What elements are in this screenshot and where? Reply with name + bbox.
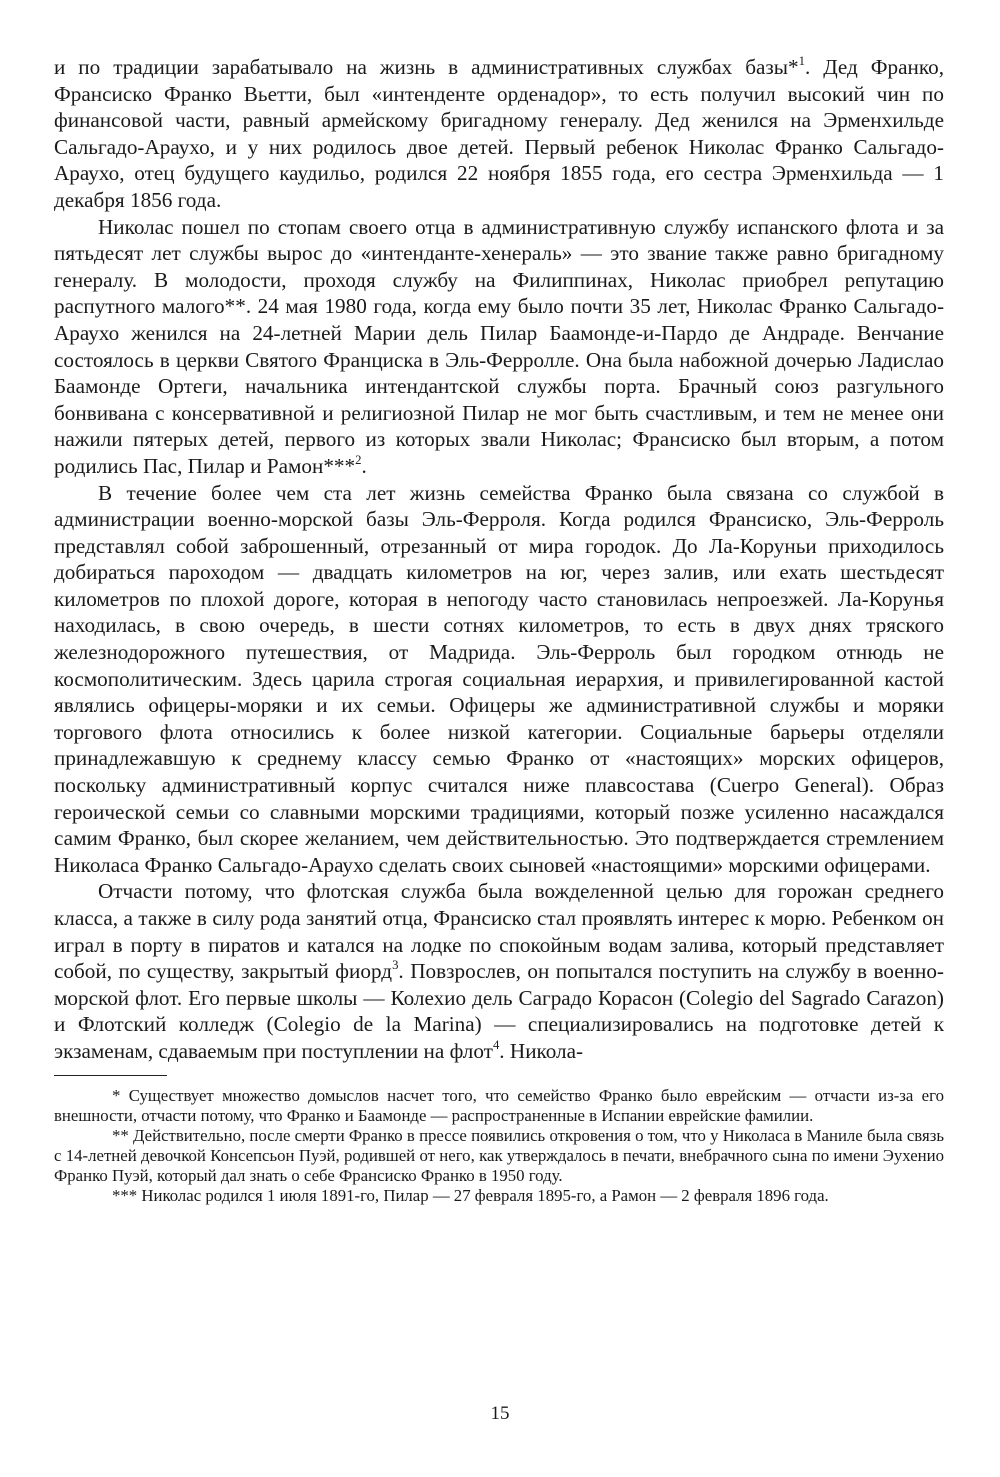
footnote: *** Николас родился 1 июля 1891-го, Пилар — 27 февраля 1895-го, а Рамон — 2 февраля 1896 года. [112, 1185, 829, 1205]
footnotes [54, 1086, 944, 1206]
paragraph [54, 878, 944, 1064]
text-run: Николас пошел по стопам своего отца в административную службу испанского флота и за пятьдесят лет службы вырос до «интенданте-хенераль» — это звание также равно бригадному генералу. В молодости, проходя службу на Филиппинах, Николас приобрел репутацию распутного малого**. 24 мая 1980 года, когда ему было почти 35 лет, Николас Франко Сальгадо-Араухо женился на 24-летней Марии дель Пилар Баамонде-и-Пардо де Андраде. Венчание состоялось в церкви Святого Франциска в Эль-Ферролле. Она была набожной дочерью Ладислао Баамонде Ортеги, начальника интендантской службы порта. Брачный союз разгульного бонвивана с консервативной и религиозной Пилар не мог быть счастливым, и тем не менее они нажили пятерых детей, первого из которых звали Николас; Франсиско был вторым, а потом родились Пас, Пилар и Рамон*** [54, 214, 944, 478]
footnote-ref: 1 [798, 54, 805, 69]
footnote-rule [54, 1075, 167, 1076]
text-run: . Повзрослев, он попытался поступить на службу в военно-морской флот. Его первые школы — Колехио дель Саградо Корасон (Colegio del Sagrado Carazon) и Флотский колледж (Colegio de la Marina) — специализировались на подготовке детей к экзаменам, сдаваемым при поступлении на флот [54, 959, 944, 1063]
footnote: ** Действительно, после смерти Франко в прессе появились откровения о том, что у Николаса в Маниле была связь с 14-летней девочкой Консепсьон Пуэй, родившей от него, как утверждалось в печати, внебрачного сына по имени Эухенио Франко Пуэй, который дал знать о себе Франсиско Франко в 1950 году. [54, 1125, 944, 1185]
text-run: В течение более чем ста лет жизнь семейства Франко была связана со службой в администрации военно-морской базы Эль-Ферроля. Когда родился Франсиско, Эль-Ферроль представлял собой заброшенный, отрезанный от мира городок. До Ла-Коруньи приходилось добираться пароходом — двадцать километров на юг, через залив, или ехать шестьдесят километров по плохой дороге, которая в непогоду часто становилась непроезжей. Ла-Корунья находилась, в свою очередь, в шести сотнях километров, то есть в двух днях тряского железнодорожного путешествия, от Мадрида. Эль-Ферроль был городком отнюдь не космополитическим. Здесь царила строгая социальная иерархия, и привилегированной кастой являлись офицеры-моряки и их семьи. Офицеры же административной службы и моряки торгового флота относились к более низкой категории. Социальные барьеры отделяли принадлежавшую к среднему классу семью Франко от «настоящих» морских офицеров, поскольку административный корпус считался ниже плавсостава (Cuerpo General). Образ героической семьи со славными морскими традициями, который позже усиленно насаждался самим Франко, был скорее желанием, чем действительностью. Это подтверждается стремлением Николаса Франко Сальгадо-Араухо сделать своих сыновей «настоящими» морскими офицерами. [54, 480, 944, 877]
main-text [54, 54, 944, 1065]
text-run: Отчасти потому, что флотская служба была вожделенной целью для горожан среднего класса, а также в силу рода занятий отца, Франсиско стал проявлять интерес к морю. Ребенком он играл в порту в пиратов и катался на лодке по спокойным водам залива, который представляет собой, по существу, закрытый фиорд [54, 879, 944, 984]
text-run: и по традиции зарабатывало на жизнь в административных службах базы* [54, 55, 799, 79]
paragraph [54, 480, 944, 879]
footnote: * Существует множество домыслов насчет того, что семейство Франко было еврейским — отчасти из-за его внешности, отчасти потому, что Франко и Баамонде — распространенные в Испании еврейские фамилии. [54, 1085, 944, 1125]
paragraph [54, 54, 944, 214]
text-run: . Никола- [499, 1038, 584, 1063]
footnote-ref: 4 [492, 1038, 500, 1053]
text-run: . [361, 453, 367, 478]
page-number: 15 [490, 1403, 510, 1424]
footnote-ref: 3 [392, 958, 399, 973]
paragraph [54, 214, 944, 480]
footnote-ref: 2 [355, 453, 362, 468]
text-run: . Дед Франко, Франсиско Франко Вьетти, был «интенденте орденадор», то есть получил высокий чин по финансовой части, равный армейскому бригадному генералу. Дед женился на Эрменхильде Сальгадо-Араухо, и у них родилось двое детей. Первый ребенок Николас Франко Сальгадо-Араухо, отец будущего каудильо, родился 22 ноября 1855 года, его сестра Эрменхильда — 1 декабря 1856 года. [54, 55, 944, 212]
